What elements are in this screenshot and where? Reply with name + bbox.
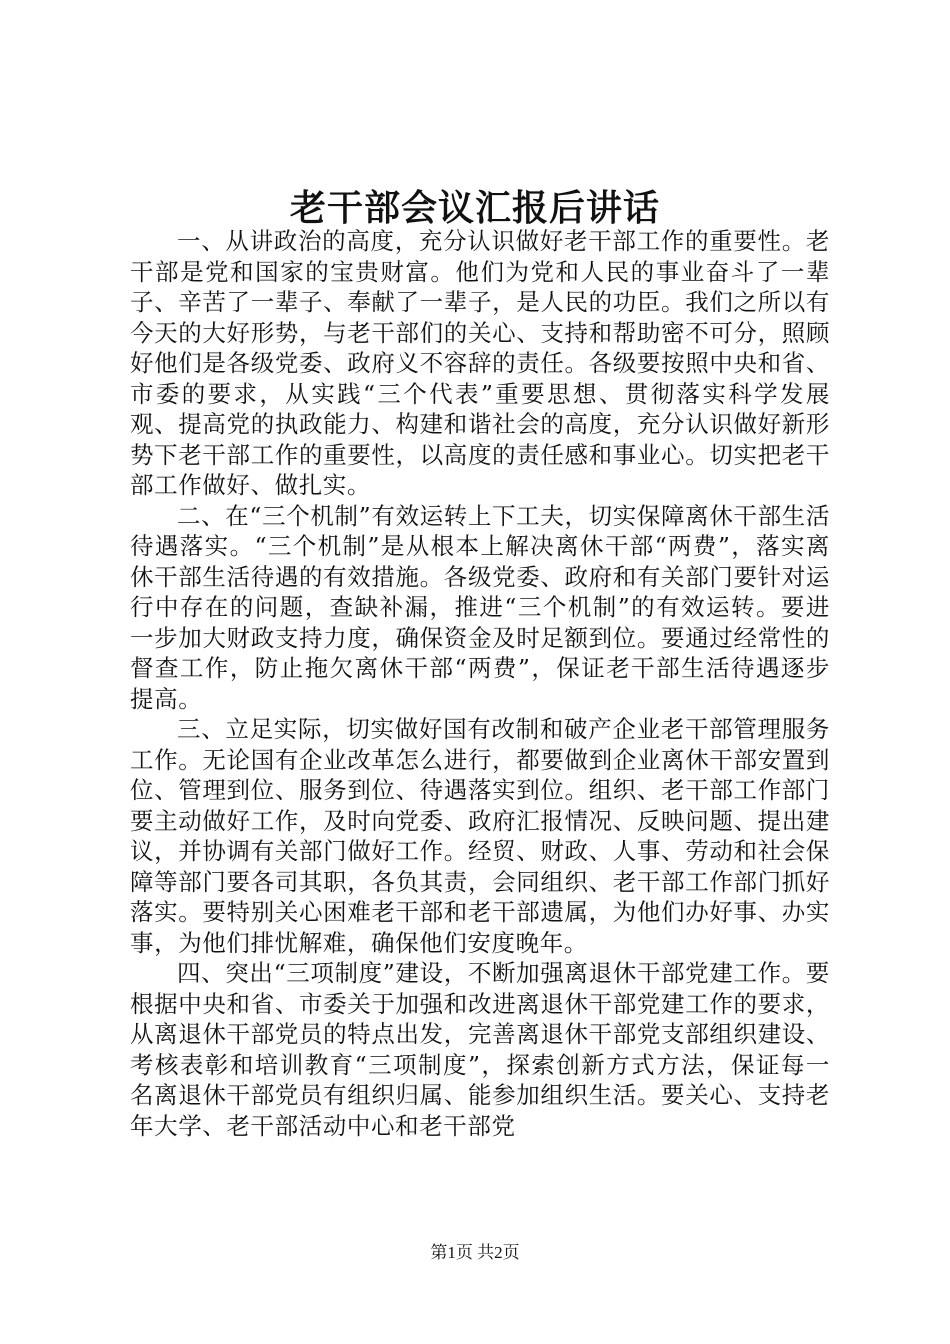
page-number-footer: 第1页 共2页: [430, 1243, 520, 1262]
paragraph-4: 四、突出“三项制度”建设，不断加强离退休干部党建工作。要根据中央和省、市委关于加强和改进离退休干部党建工作的要求，从离退休干部党员的特点出发，完善离退休干部党支部组织建设、考核表彰和培训教育“三项制度”，探索创新方式方法，保证每一名离退休干部党员有组织归属、能参加组织生活。要关心、支持老年大学、老干部活动中心和老干部党: [130, 959, 830, 1140]
paragraph-1: 一、从讲政治的高度，充分认识做好老干部工作的重要性。老干部是党和国家的宝贵财富。他们为党和人民的事业奋斗了一辈子、辛苦了一辈子、奉献了一辈子，是人民的功臣。我们之所以有今天的大好形势，与老干部们的关心、支持和帮助密不可分，照顾好他们是各级党委、政府义不容辞的责任。各级要按照中央和省、市委的要求，从实践“三个代表”重要思想、贯彻落实科学发展观、提高党的执政能力、构建和谐社会的高度，充分认识做好新形势下老干部工作的重要性，以高度的责任感和事业心。切实把老干部工作做好、做扎实。: [130, 227, 830, 499]
document-title: 老干部会议汇报后讲话: [289, 187, 660, 229]
document-body: [130, 226, 830, 1141]
paragraph-3: 三、立足实际，切实做好国有改制和破产企业老干部管理服务工作。无论国有企业改革怎么进行，都要做到企业离休干部安置到位、管理到位、服务到位、待遇落实到位。组织、老干部工作部门要主动做好工作，及时向党委、政府汇报情况、反映问题、提出建议，并协调有关部门做好工作。经贸、财政、人事、劳动和社会保障等部门要各司其职，各负其责，会同组织、老干部工作部门抓好落实。要特别关心困难老干部和老干部遗属，为他们办好事、办实事，为他们排忧解难，确保他们安度晚年。: [130, 715, 830, 957]
paragraph-2: 二、在“三个机制”有效运转上下工夫，切实保障离休干部生活待遇落实。“三个机制”是从根本上解决离休干部“两费”，落实离休干部生活待遇的有效措施。各级党委、政府和有关部门要针对运行中存在的问题，查缺补漏，推进“三个机制”的有效运转。要进一步加大财政支持力度，确保资金及时足额到位。要通过经常性的督查工作，防止拖欠离休干部“两费”，保证老干部生活待遇逐步提高。: [130, 501, 830, 713]
